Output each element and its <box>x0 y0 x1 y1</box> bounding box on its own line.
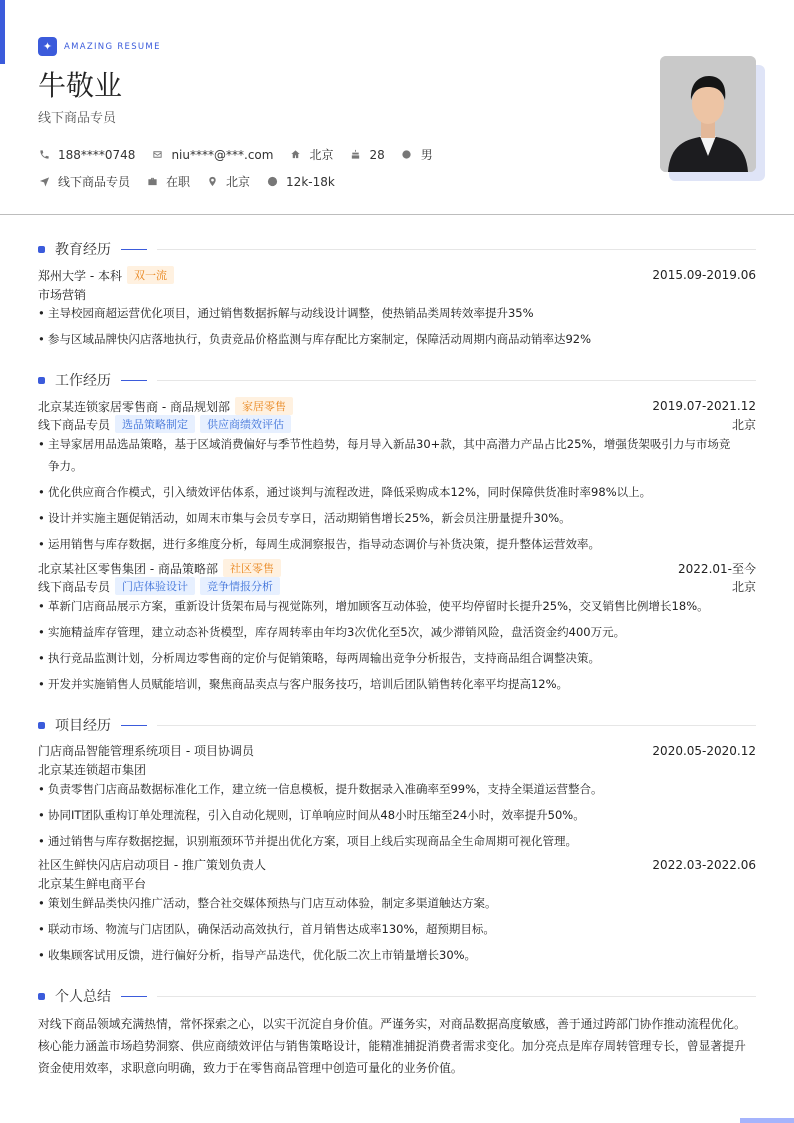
sparkle-icon: ✦ <box>38 37 57 56</box>
section-title: 个人总结 <box>55 989 111 1005</box>
job-period: 2019.07-2021.12 <box>652 399 756 413</box>
section-title: 教育经历 <box>55 242 111 258</box>
project-bullet: • 协同IT团队重构订单处理流程，引入自动化规则，订单响应时间从48小时压缩至24小时，效率提升50%。 <box>38 804 756 826</box>
gender-value: 男 <box>420 148 433 162</box>
age-value: 28 <box>369 147 385 162</box>
home-icon <box>289 149 301 161</box>
job-bullet: • 主导家居用品选品策略，基于区域消费偏好与季节性趋势，每月导入新品30+款，其中高潜力产品占比25%，增强货架吸引力与市场竞 <box>38 433 756 455</box>
job-period: 2022.01-至今 <box>678 561 756 576</box>
section-work-heading <box>38 370 756 390</box>
job-bullet: • 执行竞品监测计划，分析周边零售商的定价与促销策略，每两周输出竞争分析报告，支持商品组合调整决策。 <box>38 647 756 669</box>
portrait-illustration <box>660 56 756 172</box>
gender-icon <box>401 149 413 161</box>
status-info <box>146 173 190 190</box>
company-name: 北京某社区零售集团 - 商品策略部 <box>38 561 218 576</box>
skill-tag: 竞争情报分析 <box>200 577 280 595</box>
phone-value: 188****0748 <box>58 147 136 162</box>
section-projects-heading <box>38 715 756 735</box>
job-role: 线下商品专员 <box>38 579 111 594</box>
industry-tag: 社区零售 <box>223 559 281 577</box>
job-city: 北京 <box>731 579 756 594</box>
status-value: 在职 <box>166 175 191 189</box>
job-bullet: • 开发并实施销售人员赋能培训，聚焦商品卖点与客户服务技巧，培训后团队销售转化率平均提高12%。 <box>38 673 756 695</box>
project-name: 门店商品智能管理系统项目 - 项目协调员 <box>38 744 254 758</box>
gender-info <box>401 146 433 163</box>
candidate-name: 牛敬业 <box>38 69 123 102</box>
section-education-heading <box>38 239 756 259</box>
email-value: niu****@***.com <box>171 147 274 162</box>
major: 市场营销 <box>38 288 87 302</box>
project-period: 2020.05-2020.12 <box>652 743 756 758</box>
phone-info <box>38 148 135 162</box>
education-bullet: • 参与区域品牌快闪店落地执行，负责竞品价格监测与库存配比方案制定，保障活动周期内商品动销率达92% <box>38 328 756 350</box>
cake-icon <box>349 149 361 161</box>
job-bullet: • 设计并实施主题促销活动，如周末市集与会员专享日，活动期销售增长25%，新会员注册量提升30%。 <box>38 507 756 529</box>
target-role-value: 线下商品专员 <box>58 175 131 189</box>
phone-icon <box>38 149 50 161</box>
brand <box>38 37 161 56</box>
location-icon <box>206 176 218 188</box>
candidate-title: 线下商品专员 <box>38 111 117 126</box>
project-name: 社区生鲜快闪店启动项目 - 推广策划负责人 <box>38 858 266 872</box>
contact-row <box>38 146 449 163</box>
industry-tag: 家居零售 <box>235 397 293 415</box>
job-header <box>38 559 756 577</box>
briefcase-icon <box>146 176 158 188</box>
header-divider <box>0 214 794 215</box>
project-header <box>38 742 756 759</box>
project-period: 2022.03-2022.06 <box>652 857 756 872</box>
brand-label: AMAZING RESUME <box>64 41 161 52</box>
project-header <box>38 856 756 873</box>
education-bullet: • 主导校园商超运营优化项目，通过销售数据拆解与动线设计调整，使热销品类周转效率提升35% <box>38 302 756 324</box>
job-bullet: • 优化供应商合作模式，引入绩效评估体系，通过谈判与流程改进，降低采购成本12%，同时保障供货准时率98%以上。 <box>38 481 756 503</box>
money-icon <box>266 176 278 188</box>
email-info <box>151 148 273 162</box>
job-bullet-continuation: 争力。 <box>48 459 83 473</box>
skill-tag: 供应商绩效评估 <box>200 415 291 433</box>
education-entry <box>38 266 756 284</box>
project-bullet: • 负责零售门店商品数据标准化工作，建立统一信息模板，提升数据录入准确率至99%，支持全渠道运营整合。 <box>38 778 756 800</box>
city-info <box>289 146 333 163</box>
section-summary-heading <box>38 986 756 1006</box>
skill-tag: 门店体验设计 <box>115 577 195 595</box>
section-title: 工作经历 <box>55 373 111 389</box>
target-role-info <box>38 173 130 190</box>
section-title: 项目经历 <box>55 718 111 734</box>
project-bullet: • 收集顾客试用反馈，进行偏好分析，指导产品迭代，优化版二次上市销量增长30%。 <box>38 944 756 966</box>
job-header <box>38 397 756 415</box>
project-bullet: • 联动市场、物流与门店团队，确保活动高效执行，首月销售达成率130%，超预期目标。 <box>38 918 756 940</box>
job-bullet: • 运用销售与库存数据，进行多维度分析，每周生成洞察报告，指导动态调价与补货决策，提升整体运营效率。 <box>38 533 756 555</box>
project-bullet: • 通过销售与库存数据挖掘，识别瓶颈环节并提出优化方案，项目上线后实现商品全生命周期可视化管理。 <box>38 830 756 852</box>
summary-text: 对线下商品领域充满热情，常怀探索之心，以实干沉淀自身价值。严谨务实，对商品数据高度敏感，善于通过跨部门协作推动流程优化。核心能力涵盖市场趋势洞察、供应商绩效评估与销售策略设计，能精准捕捉消费者需求变化。加分亮点是库存周转管理专长，曾显著提升资金使用效率，求职意向明确，致力于在零售商品管理中创造可量化的业务价值。 <box>38 1017 746 1075</box>
bottom-accent-bar <box>740 1118 794 1123</box>
target-city-info <box>206 173 250 190</box>
skill-tag: 选品策略制定 <box>115 415 195 433</box>
job-subheader <box>38 577 756 595</box>
send-icon <box>38 176 50 188</box>
job-city: 北京 <box>731 417 756 432</box>
profile-photo <box>660 56 756 172</box>
salary-info <box>266 175 335 189</box>
school-tag: 双一流 <box>127 266 174 284</box>
job-subheader <box>38 415 756 433</box>
job-bullet: • 实施精益库存管理，建立动态补货模型，库存周转率由年均3次优化至5次，减少滞销风险，盘活资金约400万元。 <box>38 621 756 643</box>
education-period: 2015.09-2019.06 <box>652 268 756 282</box>
top-accent-bar <box>0 0 5 64</box>
project-bullet: • 策划生鲜品类快闪推广活动，整合社交媒体预热与门店互动体验，制定多渠道触达方案。 <box>38 892 756 914</box>
job-intent-row <box>38 173 351 190</box>
job-bullet: • 革新门店商品展示方案，重新设计货架布局与视觉陈列，增加顾客互动体验，使平均停留时长提升25%，交叉销售比例增长18%。 <box>38 595 756 617</box>
company-name: 北京某连锁家居零售商 - 商品规划部 <box>38 399 230 414</box>
project-org: 北京某生鲜电商平台 <box>38 877 147 891</box>
target-city-value: 北京 <box>226 175 251 189</box>
city-value: 北京 <box>309 148 334 162</box>
job-role: 线下商品专员 <box>38 417 111 432</box>
project-org: 北京某连锁超市集团 <box>38 763 147 777</box>
school-name: 郑州大学 - 本科 <box>38 268 122 283</box>
age-info <box>349 148 384 162</box>
mail-icon <box>151 149 163 161</box>
salary-value: 12k-18k <box>286 174 335 189</box>
